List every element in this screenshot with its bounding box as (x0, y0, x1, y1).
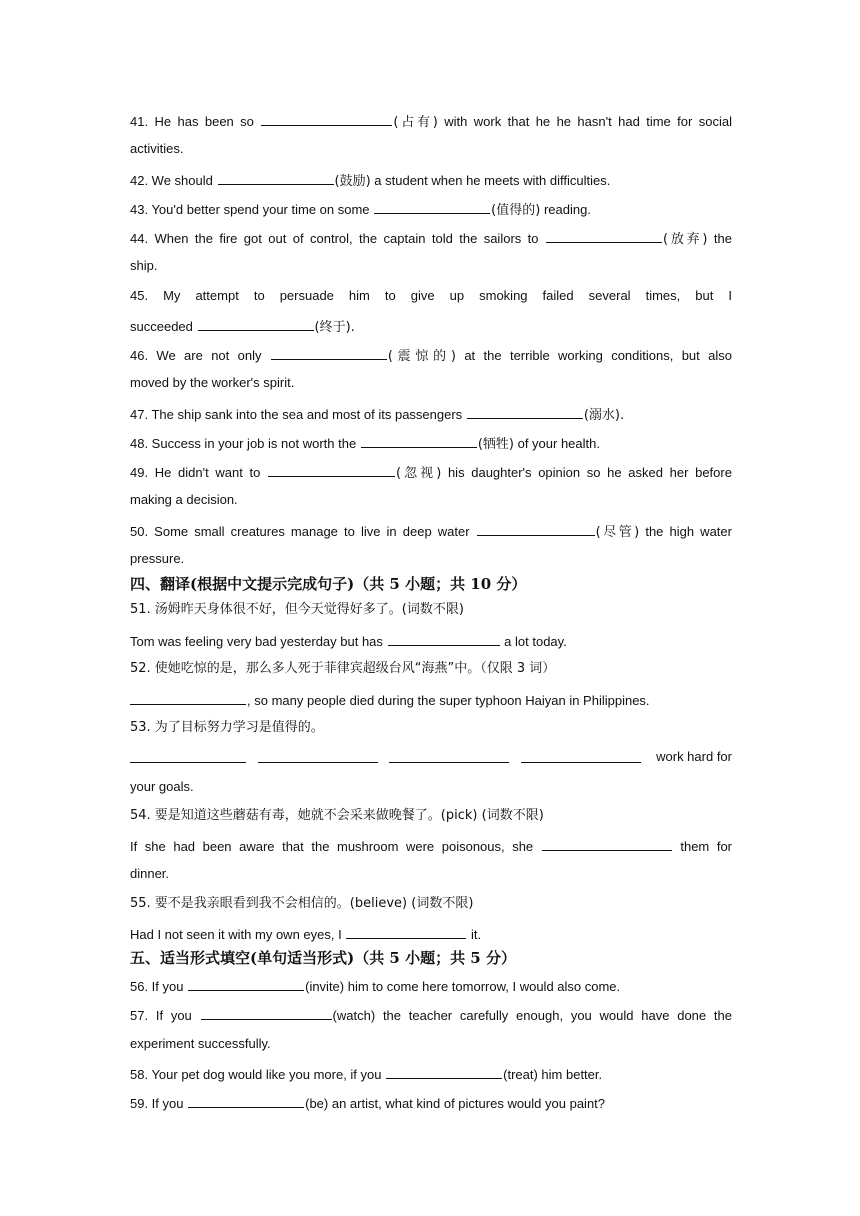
question-44 (130, 229, 732, 248)
question-41 (130, 112, 732, 131)
question-45-continued (130, 317, 732, 336)
question-52-chinese: 52. 使她吃惊的是，那么多人死于菲律宾超级台风“海燕”中。（仅限 3 词） (130, 661, 556, 676)
answer-blank-55[interactable] (346, 925, 466, 939)
question-51-chinese: 51. 汤姆昨天身体很不好，但今天觉得好多了。(词数不限) (130, 602, 464, 617)
answer-blank-44[interactable] (546, 229, 662, 243)
answer-blank-49[interactable] (268, 463, 395, 477)
answer-blank-52[interactable] (130, 691, 246, 705)
question-45-text: succeeded (130, 319, 193, 334)
answer-blank-48[interactable] (361, 434, 477, 448)
question-57-hint: (watch) (332, 1008, 376, 1023)
question-50-hint: (尽管) (595, 525, 640, 540)
question-53-text: work hard for (656, 749, 732, 764)
question-56-text-end: him to come here tomorrow, I would also come. (347, 979, 621, 994)
question-57-text: 57. If you (130, 1008, 192, 1023)
question-54-chinese: 54. 要是知道这些蘑菇有毒，她就不会采来做晚餐了。(pick) (词数不限) (130, 808, 544, 823)
answer-blank-43[interactable] (374, 200, 490, 214)
question-42 (130, 171, 732, 190)
question-59-text-end: an artist, what kind of pictures would you paint? (331, 1096, 606, 1111)
question-57-continued: experiment successfully. (130, 1036, 271, 1051)
question-50-text: 50. Some small creatures manage to live in deep water (130, 524, 470, 539)
question-54 (130, 837, 732, 855)
question-43-hint: (值得的) (491, 203, 541, 218)
question-57-text-end: the teacher carefully enough, you would have done the (382, 1008, 732, 1023)
question-45: 45. My attempt to persuade him to give up smoking failed several times, but I (130, 288, 732, 303)
question-56-text: 56. If you (130, 979, 184, 994)
question-42-text: 42. We should (130, 173, 213, 188)
question-55-text-end: it. (470, 927, 482, 942)
question-47-hint: (溺水). (583, 408, 625, 423)
answer-blank-50[interactable] (477, 522, 595, 536)
answer-blank-53-4[interactable] (521, 749, 641, 763)
section-4-heading: 四、翻译(根据中文提示完成句子)（共 5 小题；共 10 分） (130, 575, 527, 593)
question-49 (130, 463, 732, 482)
question-56 (130, 977, 732, 995)
question-53-continued: your goals. (130, 779, 194, 794)
question-57 (130, 1006, 732, 1024)
question-54-continued: dinner. (130, 866, 170, 881)
question-54-text: If she had been aware that the mushroom were poisonous, she (130, 839, 534, 854)
question-46 (130, 346, 732, 365)
question-55 (130, 925, 732, 943)
question-55-text: Had I not seen it with my own eyes, I (130, 927, 342, 942)
question-43-text-end: reading. (543, 202, 591, 217)
answer-blank-53-2[interactable] (258, 749, 378, 763)
question-59-text: 59. If you (130, 1096, 184, 1111)
question-42-text-end: a student when he meets with difficulties. (374, 173, 611, 188)
question-59-hint: (be) (305, 1096, 329, 1111)
question-59 (130, 1094, 732, 1112)
question-58-hint: (treat) (503, 1067, 538, 1082)
answer-blank-46[interactable] (271, 346, 387, 360)
question-48-hint: (牺牲) (477, 437, 514, 452)
question-53-chinese: 53. 为了目标努力学习是值得的。 (130, 720, 324, 735)
question-58-text: 58. Your pet dog would like you more, if you (130, 1067, 382, 1082)
question-43 (130, 200, 732, 219)
answer-blank-54[interactable] (542, 837, 672, 851)
question-46-text: 46. We are not only (130, 348, 262, 363)
question-51-text: Tom was feeling very bad yesterday but has (130, 634, 383, 649)
answer-blank-47[interactable] (467, 405, 583, 419)
question-56-hint: (invite) (305, 979, 345, 994)
question-55-chinese: 55. 要不是我亲眼看到我不会相信的。(believe) (词数不限) (130, 896, 474, 911)
question-45-hint: (终于). (314, 320, 355, 335)
question-50-text-end: the high water (645, 524, 732, 539)
question-46-hint: (震惊的) (387, 349, 456, 364)
question-46-continued: moved by the worker's spirit. (130, 375, 295, 390)
answer-blank-56[interactable] (188, 977, 304, 991)
question-43-text: 43. You'd better spend your time on some (130, 202, 370, 217)
section-5-heading: 五、适当形式填空(单句适当形式)（共 5 小题；共 5 分） (130, 949, 516, 967)
question-44-text: 44. When the fire got out of control, the captain told the sailors to (130, 231, 539, 246)
answer-blank-42[interactable] (218, 171, 334, 185)
question-50 (130, 522, 732, 541)
question-47 (130, 405, 732, 424)
question-58-text-end: him better. (541, 1067, 603, 1082)
question-50-continued: pressure. (130, 551, 185, 566)
question-47-text: 47. The ship sank into the sea and most of its passengers (130, 407, 463, 422)
question-48 (130, 434, 732, 453)
question-41-hint: (占有) (393, 115, 438, 130)
answer-blank-41[interactable] (261, 112, 392, 126)
answer-blank-59[interactable] (188, 1094, 304, 1108)
question-51 (130, 632, 732, 650)
question-41-text: 41. He has been so (130, 114, 254, 129)
question-58 (130, 1065, 732, 1083)
answer-blank-53-3[interactable] (389, 749, 509, 763)
answer-blank-45[interactable] (198, 317, 314, 331)
question-41-continued: activities. (130, 141, 184, 156)
question-51-text-end: a lot today. (504, 634, 567, 649)
question-42-hint: (鼓励) (334, 174, 371, 189)
question-48-text: 48. Success in your job is not worth the (130, 436, 357, 451)
question-49-hint: (忽视) (395, 466, 442, 481)
answer-blank-51[interactable] (388, 632, 500, 646)
answer-blank-57[interactable] (201, 1006, 332, 1020)
question-52-text: , so many people died during the super typhoon Haiyan in Philippines. (247, 693, 650, 708)
answer-blank-53-1[interactable] (130, 749, 246, 763)
question-54-text-end: them for (680, 839, 733, 854)
question-41-text-end: with work that he he hasn't had time for social (444, 114, 732, 129)
question-48-text-end: of your health. (517, 436, 600, 451)
question-46-text-end: at the terrible working conditions, but also (464, 348, 732, 363)
question-53 (130, 749, 732, 767)
answer-blank-58[interactable] (386, 1065, 502, 1079)
question-49-text-end: his daughter's opinion so he asked her before (447, 465, 732, 480)
question-52 (130, 691, 732, 709)
question-44-text-end: the (713, 231, 732, 246)
question-44-continued: ship. (130, 258, 158, 273)
question-44-hint: (放弃) (662, 232, 708, 247)
question-49-continued: making a decision. (130, 492, 238, 507)
question-49-text: 49. He didn't want to (130, 465, 261, 480)
